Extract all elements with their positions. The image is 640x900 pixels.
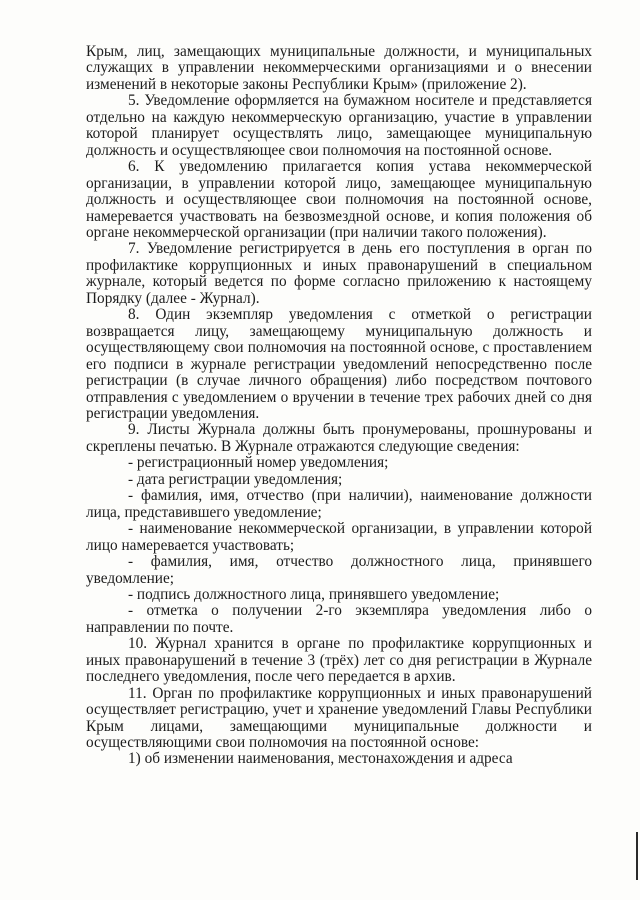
paragraph-item-6: 6. К уведомлению прилагается копия устава некоммерческой организации, в управлении которой лицо, замещающее муниципальную должность и осуществляющее свои полномочия на постоянной основе, намеревается участвовать на безвозмездной основе, и копия положения об органе некоммерческой организации (при наличии такого положения).: [86, 158, 592, 241]
paragraph-item-11: 11. Орган по профилактике коррупционных и иных правонарушений осуществляет регистрацию, учет и хранение уведомлений Главы Республики Крым лицами, замещающими муниципальные должности и осуществляющими свои полномочия на постоянной основе:: [86, 684, 592, 752]
list-item-official-name: - фамилия, имя, отчество должностного лица, принявшего уведомление;: [86, 553, 592, 587]
list-item-submitter-name: - фамилия, имя, отчество (при наличии), наименование должности лица, представившего уведомление;: [86, 487, 592, 521]
paragraph-item-7: 7. Уведомление регистрируется в день его поступления в орган по профилактике коррупционных и иных правонарушений в специальном журнале, который ведется по форме согласно приложению к настоящему Порядку (далее - Журнал).: [86, 240, 592, 307]
list-item-registration-date: - дата регистрации уведомления;: [128, 470, 343, 488]
list-item-organization-name: - наименование некоммерческой организации, в управлении которой лицо намеревается участвовать;: [86, 520, 592, 554]
paragraph-item-9: 9. Листы Журнала должны быть пронумерованы, прошнурованы и скреплены печатью. В Журнале отражаются следующие сведения:: [86, 421, 592, 455]
paragraph-item-8: 8. Один экземпляр уведомления с отметкой о регистрации возвращается лицу, замещающему муниципальную должность и осуществляющему свои полномочия на постоянной основе, с проставлением его подписи в журнале регистрации уведомлений непосредственно после регистрации (в случае личного обращения) либо посредством почтового отправления с уведомлением о вручении в течение трех рабочих дней со дня регистрации уведомления.: [86, 306, 592, 422]
scan-edge-mark: [636, 832, 638, 880]
paragraph-item-5: 5. Уведомление оформляется на бумажном носителе и представляется отдельно на каждую некоммерческую организацию, участие в управлении которой планирует осуществлять лицо, замещающее муниципальную должность и осуществляющее свои полномочия на постоянной основе.: [86, 92, 592, 159]
list-item-receipt-mark: - отметка о получении 2-го экземпляра уведомления либо о направлении по почте.: [86, 602, 592, 636]
document-body: [86, 44, 592, 768]
list-item-registration-number: - регистрационный номер уведомления;: [128, 454, 389, 472]
paragraph-continuation: Крым, лиц, замещающих муниципальные должности, и муниципальных служащих в управлении некоммерческими организациями и о внесении изменений в некоторые законы Республики Крым» (приложение 2).: [86, 43, 592, 93]
list-item-official-signature: - подпись должностного лица, принявшего уведомление;: [128, 585, 500, 603]
paragraph-item-10: 10. Журнал хранится в органе по профилактике коррупционных и иных правонарушений в течение 3 (трёх) лет со дня регистрации в Журнале последнего уведомления, после чего передается в архив.: [86, 635, 592, 686]
paragraph-subitem-1: 1) об изменении наименования, местонахождения и адреса: [128, 750, 513, 768]
